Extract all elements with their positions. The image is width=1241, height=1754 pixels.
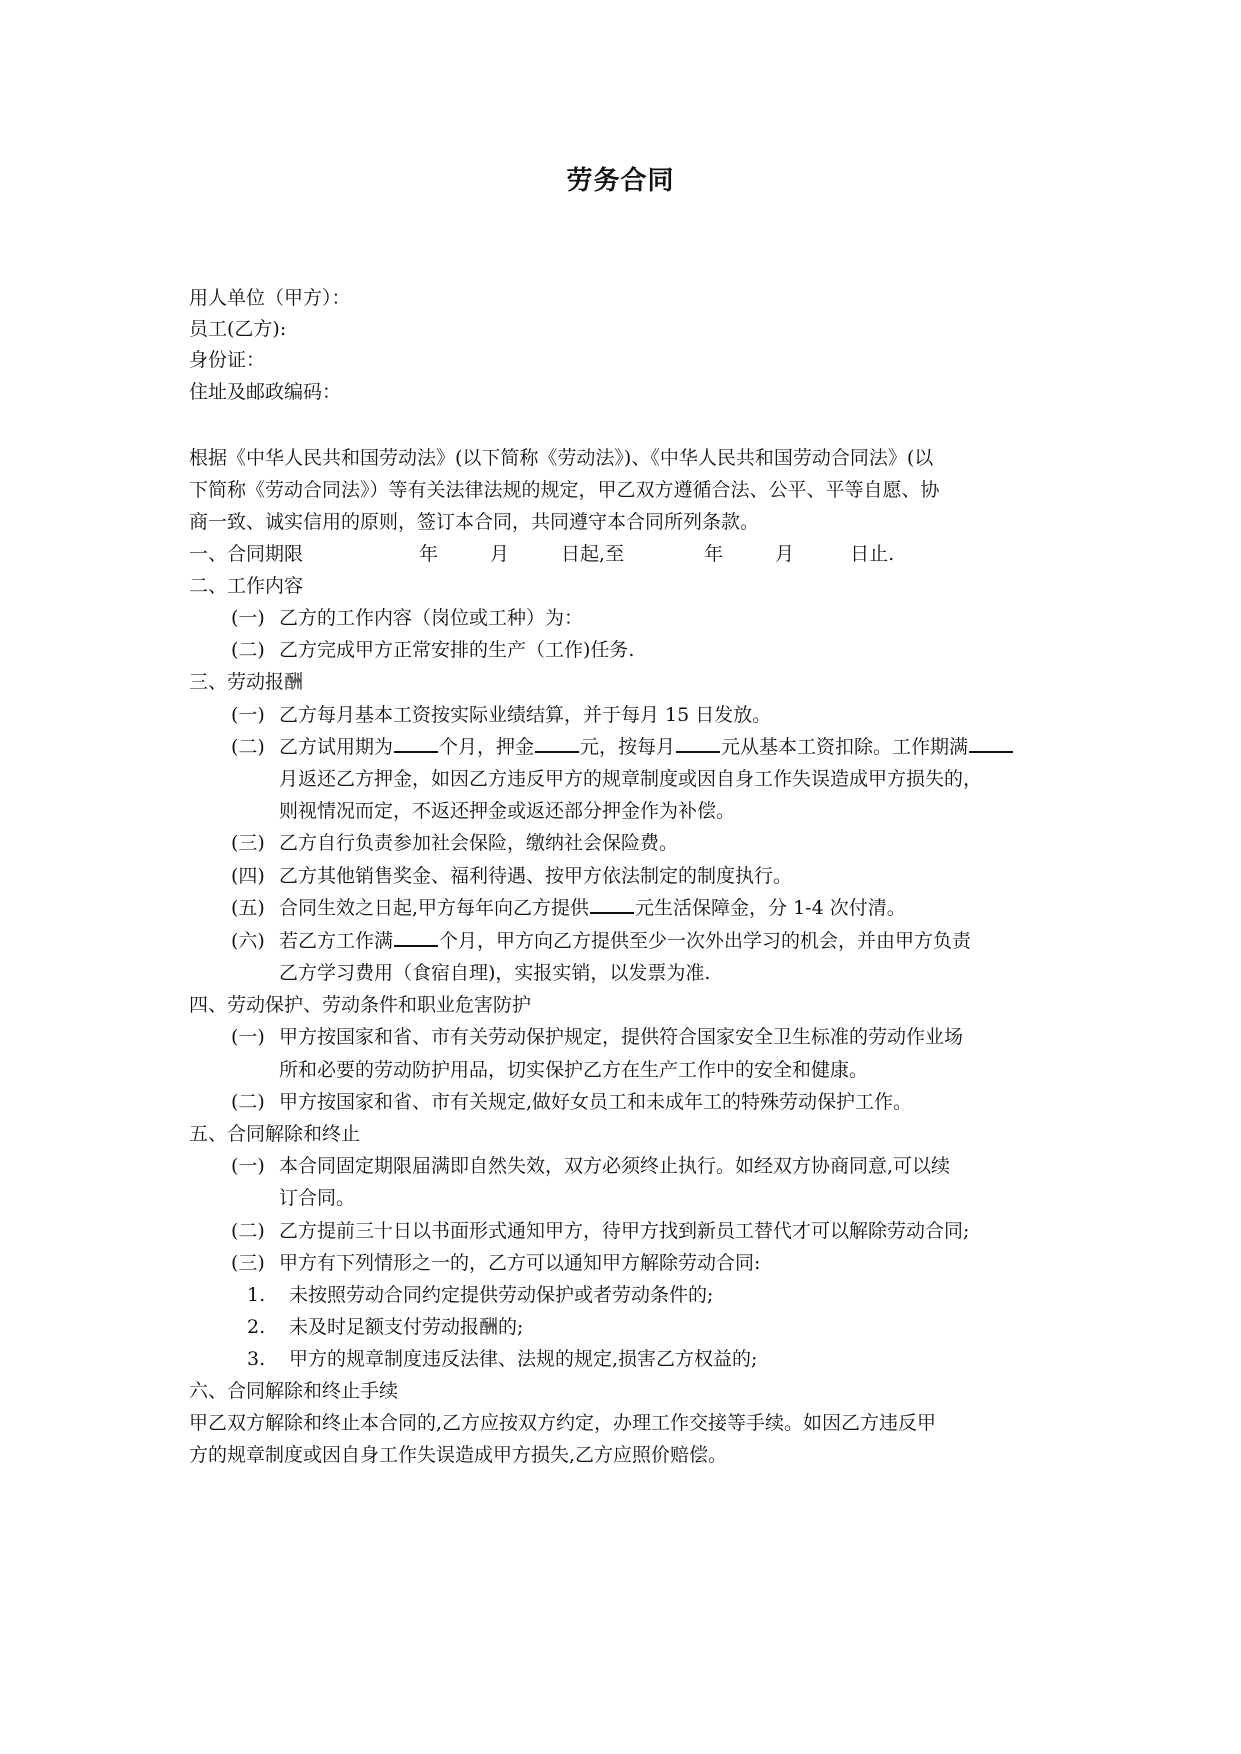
section-4-item-1-line-2: 所和必要的劳动防护用品，切实保护乙方在生产工作中的安全和健康。 [279, 1059, 869, 1081]
section-5-subitem-2: 2. 未及时足额支付劳动报酬的; [247, 1316, 524, 1338]
section-6-line-2: 方的规章制度或因自身工作失误造成甲方损失,乙方应照价赔偿。 [189, 1444, 728, 1466]
document-title: 劳务合同 [566, 166, 675, 196]
probation-months-blank [394, 735, 438, 753]
living-allowance-blank [590, 896, 634, 914]
section-3-item-1: (一) 乙方每月基本工资按实际业绩结算，并于每月 15 日发放。 [231, 704, 772, 726]
section-6-heading: 六、合同解除和终止手续 [189, 1380, 399, 1402]
employee-line: 员工(乙方): [189, 318, 287, 340]
section-5-heading: 五、合同解除和终止 [189, 1123, 361, 1145]
section-1-label: 一、合同期限 [189, 543, 304, 565]
section-3-item-4: (四) 乙方其他销售奖金、福利待遇、按甲方依法制定的制度执行。 [231, 865, 793, 887]
section-3-item-2-line-2: 月返还乙方押金，如因乙方违反甲方的规章制度或因自身工作失误造成甲方损失的， [279, 768, 983, 790]
section-4-item-2: (二) 甲方按国家和省、市有关规定,做好女员工和未成年工的特殊劳动保护工作。 [231, 1091, 913, 1113]
term-day-end: 日止. [850, 543, 895, 565]
service-months-blank [394, 929, 438, 947]
employer-line: 用人单位（甲方）： [189, 287, 351, 309]
section-3-item-2: (二) 乙方试用期为 个月，押金 元，按每月 元从基本工资扣除。工作期满 [231, 735, 1014, 759]
monthly-deduction-blank [676, 735, 720, 753]
section-4-heading: 四、劳动保护、劳动条件和职业危害防护 [189, 994, 532, 1016]
term-year-end: 年 [704, 543, 724, 565]
term-month-end: 月 [775, 543, 795, 565]
term-day-start: 日起,至 [561, 543, 625, 565]
term-year-start: 年 [419, 543, 439, 565]
section-3-item-3: (三) 乙方自行负责参加社会保险，缴纳社会保险费。 [231, 832, 679, 854]
section-1-term [189, 542, 894, 566]
address-line: 住址及邮政编码： [189, 381, 342, 403]
section-2-item-2: (二) 乙方完成甲方正常安排的生产（工作)任务. [231, 639, 635, 661]
preamble-line-3: 商一致、诚实信用的原则，签订本合同，共同遵守本合同所列条款。 [189, 511, 760, 533]
section-5-item-1: (一) 本合同固定期限届满即自然失效，双方必须终止执行。如经双方协商同意,可以续 [231, 1155, 951, 1177]
section-3-item-6: (六) 若乙方工作满 个月，甲方向乙方提供至少一次外出学习的机会，并由甲方负责 [231, 930, 972, 952]
section-5-subitem-1: 1. 未按照劳动合同约定提供劳动保护或者劳动条件的; [247, 1284, 714, 1306]
section-6-line-1: 甲乙双方解除和终止本合同的,乙方应按双方约定，办理工作交接等手续。如因乙方违反甲 [189, 1412, 937, 1434]
term-month-start: 月 [490, 543, 510, 565]
id-card-line: 身份证： [189, 349, 266, 371]
section-3-item-5: (五) 合同生效之日起,甲方每年向乙方提供 元生活保障金，分 1-4 次付清。 [231, 897, 906, 919]
section-5-item-3: (三) 甲方有下列情形之一的，乙方可以通知甲方解除劳动合同: [231, 1252, 761, 1274]
deposit-blank [535, 735, 579, 753]
section-3-item-2-line-3: 则视情况而定，不返还押金或返还部分押金作为补偿。 [279, 800, 736, 822]
section-5-subitem-3: 3. 甲方的规章制度违反法律、法规的规定,损害乙方权益的; [247, 1348, 758, 1370]
section-5-item-1-line-2: 订合同。 [279, 1187, 356, 1209]
section-3-item-6-line-2: 乙方学习费用（食宿自理)，实报实销，以发票为准. [279, 962, 711, 984]
section-3-heading: 三、劳动报酬 [189, 671, 304, 693]
preamble-line-2: 下简称《劳动合同法》）等有关法律法规的规定，甲乙双方遵循合法、公平、平等自愿、协 [189, 479, 940, 501]
section-4-item-1: (一) 甲方按国家和省、市有关劳动保护规定，提供符合国家安全卫生标准的劳动作业场 [231, 1026, 964, 1048]
section-2-item-1: (一) 乙方的工作内容（岗位或工种）为： [231, 607, 584, 629]
section-5-item-2: (二) 乙方提前三十日以书面形式通知甲方，待甲方找到新员工替代才可以解除劳动合同; [231, 1220, 970, 1242]
section-2-heading: 二、工作内容 [189, 575, 304, 597]
preamble-line-1: 根据《中华人民共和国劳动法》(以下简称《劳动法》)、《中华人民共和国劳动合同法》(以 [189, 447, 934, 469]
term-months-blank [969, 735, 1013, 753]
